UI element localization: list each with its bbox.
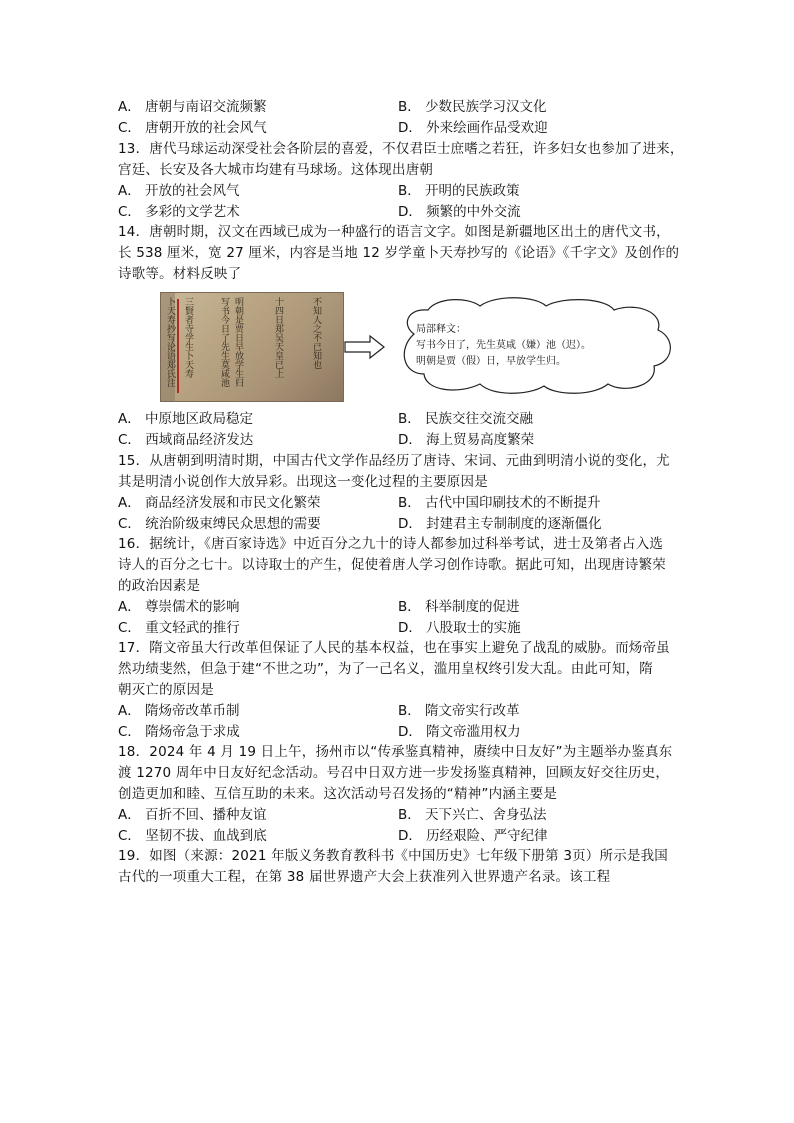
option-17-d: D． 隋文帝滥用权力 xyxy=(398,724,521,740)
question-18-line-1: 18．2024 年 4 月 19 日上午，扬州市以“传承鉴真精神，赓续中日友好”为主题举办鉴真东 xyxy=(118,744,673,760)
option-18-a: A． 百折不回、播种友谊 xyxy=(118,807,267,823)
option-12-a: A． 唐朝与南诏交流频繁 xyxy=(118,99,267,115)
right-arrow-icon xyxy=(344,334,386,360)
question-17-line-1: 17．隋文帝虽大行改革但保证了人民的基本权益，也在事实上避免了战乱的威胁。而炀帝虽 xyxy=(118,640,670,656)
question-15-line-2: 其是明清小说创作大放异彩。出现这一变化过程的主要原因是 xyxy=(118,474,488,490)
option-15-a: A． 商品经济发展和市民文化繁荣 xyxy=(118,495,321,511)
question-19-line-2: 古代的一项重大工程，在第 38 届世界遗产大会上获准列入世界遗产名录。该工程 xyxy=(118,869,611,885)
question-14-line-2: 长 538 厘米，宽 27 厘米，内容是当地 12 岁学童卜天寿抄写的《论语》《千字文》及创作的 xyxy=(118,245,680,261)
manuscript-column: 写书今日了先生莫咸池 xyxy=(219,297,229,387)
question-18-line-3: 创造更加和睦、互信互助的未来。这次活动号召发扬的“精神”内涵主要是 xyxy=(118,786,558,802)
question-19-line-1: 19．如图（来源：2021 年版义务教育教科书《中国历史》七年级下册第 3页）所示是我国 xyxy=(118,848,669,864)
option-18-d: D． 历经艰险、严守纪律 xyxy=(398,828,548,844)
cloud-title: 局部释文： xyxy=(416,324,466,335)
option-14-a: A． 中原地区政局稳定 xyxy=(118,411,254,427)
option-12-d: D． 外来绘画作品受欢迎 xyxy=(398,120,548,136)
manuscript-column: 不知人之不已知也 xyxy=(311,297,321,369)
question-13-line-1: 13．唐代马球运动深受社会各阶层的喜爱，不仅君臣士庶嗜之若狂，许多妇女也参加了进来， xyxy=(118,141,684,157)
option-16-a: A． 尊崇儒术的影响 xyxy=(118,599,240,615)
question-14-line-1: 14．唐朝时期，汉文在西域已成为一种盛行的语言文字。如图是新疆地区出土的唐代文书， xyxy=(118,224,670,240)
cloud-line-1: 写书今日了，先生莫咸（嫌）池（迟）。 xyxy=(416,340,591,351)
option-13-b: B． 开明的民族政策 xyxy=(398,183,520,199)
option-14-d: D． 海上贸易高度繁荣 xyxy=(398,432,535,448)
option-12-c: C． 唐朝开放的社会风气 xyxy=(118,120,267,136)
option-14-b: B． 民族交往交流交融 xyxy=(398,411,534,427)
manuscript-photo xyxy=(160,292,344,402)
option-13-d: D． 频繁的中外交流 xyxy=(398,204,521,220)
option-15-c: C． 统治阶级束缚民众思想的需要 xyxy=(118,516,321,532)
question-14-line-3: 诗歌等。材料反映了 xyxy=(118,266,242,282)
manuscript-column: 明朝是贾日早放学生归 xyxy=(233,297,243,387)
manuscript-column: 十四日郑吴天皇已上 xyxy=(273,297,283,378)
question-16-line-1: 16．据统计，《唐百家诗选》中近百分之九十的诗人都参加过科举考试，进士及第者占入选 xyxy=(118,536,664,552)
option-17-a: A． 隋炀帝改革币制 xyxy=(118,703,240,719)
option-14-c: C． 西域商品经济发达 xyxy=(118,432,254,448)
manuscript-column: 卜天寿抄写论语郑氏注 xyxy=(165,297,175,387)
question-17-line-2: 然功绩斐然，但急于建“不世之功”，为了一己名义，滥用皇权终引发大乱。由此可知，隋 xyxy=(118,661,653,677)
option-15-d: D． 封建君主专制制度的逐渐僵化 xyxy=(398,516,602,532)
option-18-b: B． 天下兴亡、舍身弘法 xyxy=(398,807,547,823)
option-18-c: C． 坚韧不拔、血战到底 xyxy=(118,828,267,844)
option-15-b: B． 古代中国印刷技术的不断提升 xyxy=(398,495,601,511)
option-13-a: A． 开放的社会风气 xyxy=(118,183,240,199)
question-13-line-2: 宫廷、长安及各大城市均建有马球场。这体现出唐朝 xyxy=(118,162,434,178)
option-16-c: C． 重文轻武的推行 xyxy=(118,620,240,636)
option-17-c: C． 隋炀帝急于求成 xyxy=(118,724,240,740)
question-18-line-2: 渡 1270 周年中日友好纪念活动。号召中日双方进一步发扬鉴真精神，回顾友好交往历史， xyxy=(118,765,670,781)
option-16-b: B． 科举制度的促进 xyxy=(398,599,520,615)
question-16-line-2: 诗人的百分之七十。以诗取士的产生，促使着唐人学习创作诗歌。据此可知，出现唐诗繁荣 xyxy=(118,557,666,573)
question-16-line-3: 的政治因素是 xyxy=(118,578,201,594)
manuscript-column: 三賢者寺学生卜天寿 xyxy=(183,297,193,378)
cloud-line-2: 明朝是贾（假）日，早放学生归。 xyxy=(416,356,566,367)
option-12-b: B． 少数民族学习汉文化 xyxy=(398,99,547,115)
option-17-b: B． 隋文帝实行改革 xyxy=(398,703,520,719)
option-16-d: D． 八股取士的实施 xyxy=(398,620,521,636)
question-17-line-3: 朝灭亡的原因是 xyxy=(118,682,214,698)
question-15-line-1: 15．从唐朝到明清时期，中国古代文学作品经历了唐诗、宋词、元曲到明清小说的变化，尤 xyxy=(118,453,670,469)
option-13-c: C． 多彩的文学艺术 xyxy=(118,204,240,220)
